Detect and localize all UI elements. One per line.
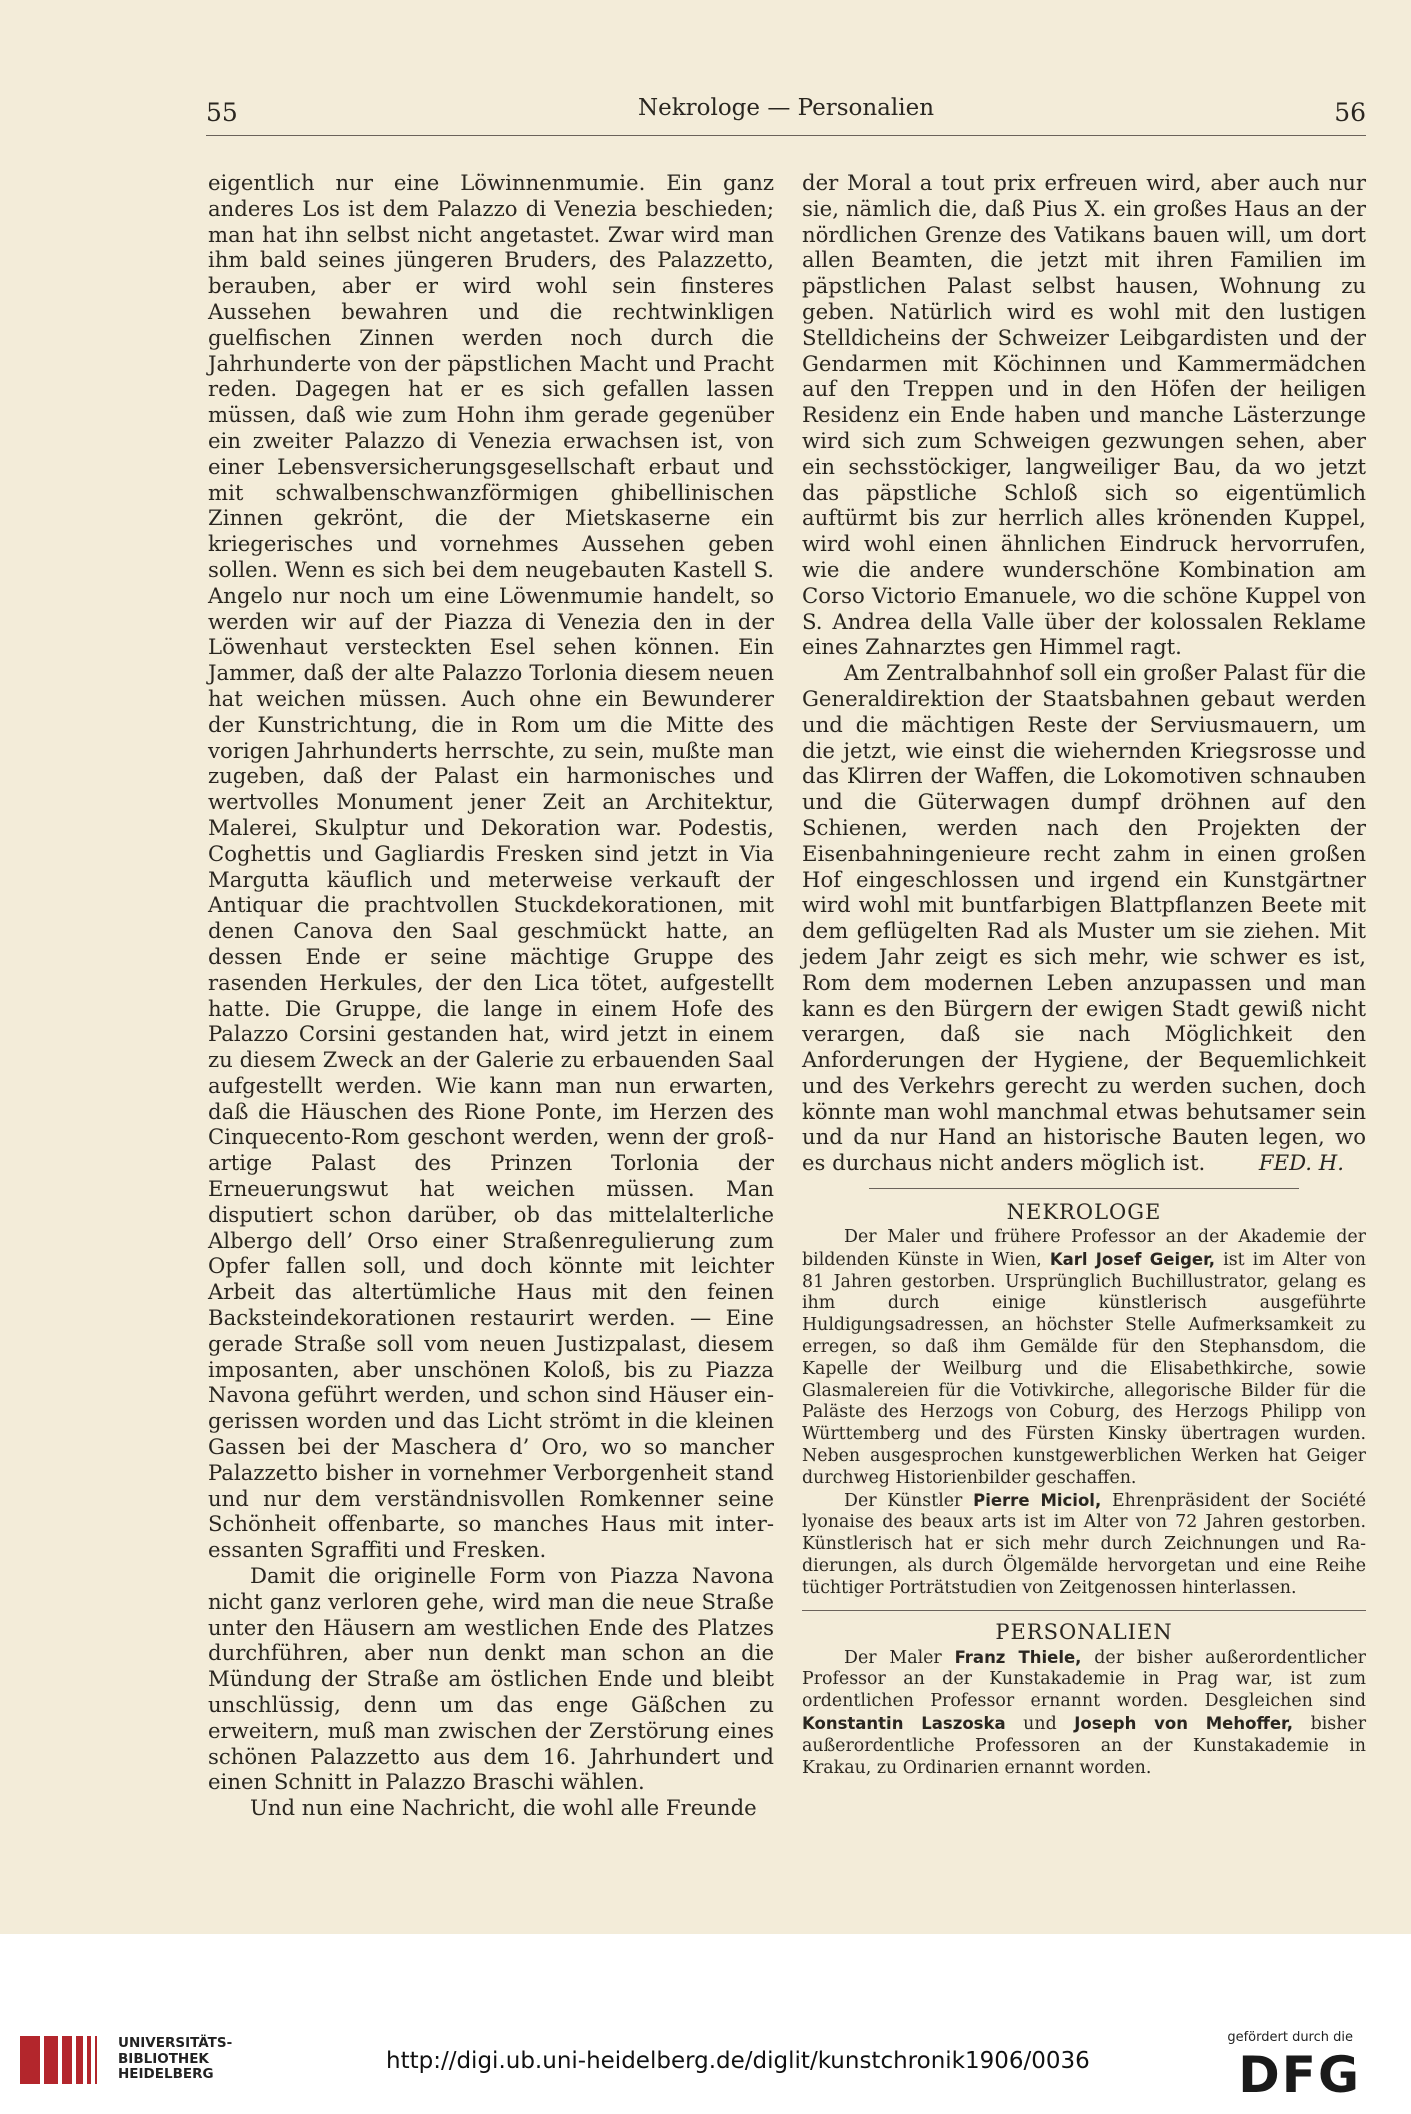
author-signature: FED. H. [1258, 1150, 1344, 1176]
section-heading-nekrologe: NEKROLOGE [1006, 1200, 1162, 1225]
personalien-section [802, 1647, 1366, 1780]
obituary-miciol [802, 1490, 1366, 1600]
person-name: Franz Thiele, [954, 1647, 1082, 1667]
section-divider [802, 1610, 1366, 1611]
person-name: Karl Josef Geiger, [1049, 1249, 1216, 1269]
header-rule [206, 135, 1366, 136]
paragraph: Und nun eine Nachricht, die wohl alle Freunde [250, 1795, 757, 1821]
text-run: der bisher außerordentlicher Professor an der Kunstakademie in Prag war, ist zum ordentlichen Professor ernannt worden. Desgleichen sind [802, 1647, 1366, 1712]
personal-note [802, 1647, 1366, 1780]
paragraph [802, 660, 1366, 1176]
left-column [208, 170, 774, 1821]
source-url-link[interactable]: http://digi.ub.uni-heidelberg.de/diglit/kunstchronik1906/0036 [386, 2048, 1090, 2074]
funder-label: gefördert durch die [1227, 2030, 1353, 2045]
running-head [206, 95, 1366, 138]
university-library-logo-icon [18, 2030, 110, 2090]
paragraph: Damit die originelle Form von Piazza Navona nicht ganz verloren gehe, wird man die neue Straße unter den Häusern am westlichen Ende des Platzes durchführen, aber nun denkt man schon an die Mündung der Straße am östlichen Ende und bleibt unschlüssig, denn um das enge Gäßchen zu erweitern, muß man zwischen der Zerstörung eines schönen Palazzetto aus dem 16. Jahrhundert und einen Schnitt in Palazzo Braschi wählen. [208, 1563, 774, 1795]
library-name-line: HEIDELBERG [118, 2066, 214, 2082]
text-run: ist im Alter von 81 Jahren gestorben. Ursprünglich Buchillustrator, gelang es ihm durch einige künstlerisch ausgeführte Huldigungsadressen, an höchster Stelle Aufmerksamkeit zu erregen, so daß ihm Gemälde für den Stephansdom, die Kapelle der Weilburg und die Elisabethkirche, sowie Glasmalereien für die Votivkirche, allegorische Bilder für die Paläste des Herzogs von Coburg, des Herzogs Philipp von Württemberg und des Fürsten Kinsky übertragen wurden. Neben ausgesprochen kunstgewerblichen Werken hat Geiger durchweg Historienbilder geschaffen. [802, 1249, 1367, 1488]
paragraph: der Moral a tout prix erfreuen wird, aber auch nur sie, nämlich die, daß Pius X. ein großes Haus an der nördlichen Grenze des Vatikans bauen will, um dort allen Beamten, die jetzt mit ihren Familien im päpstlichen Palast selbst hausen, Wohnung zu geben. Natürlich wird es wohl mit den lustigen Stelldicheins der Schweizer Leibgardisten und der Gendarmen mit Köchinnen und Kammermädchen auf den Treppen und in den Höfen der heiligen Residenz ein Ende haben und manche Lästerzunge wird sich zum Schweigen gezwungen sehen, aber ein sechsstöckiger, langweiliger Bau, da wo jetzt das päpstliche Schloß sich so eigentümlich auftürmt bis zur herrlich alles krönenden Kuppel, wird wohl einen ähnlichen Eindruck hervorrufen, wie die andere wunderschöne Kombination am Corso Victorio Emanuele, wo die schöne Kuppel von S. Andrea della Valle über der kolossalen Reklame eines Zahnarztes gen Himmel ragt. [802, 170, 1366, 660]
nekrologe-section [802, 1227, 1366, 1600]
paragraph: eigentlich nur eine Löwinnenmumie. Ein ganz anderes Los ist dem Palazzo di Venezia beschieden; man hat ihn selbst nicht angetastet. Zwar wird man ihm bald seines jüngeren Bruders, des Palazzetto, berauben, aber er wird wohl sein finsteres Aussehen bewahren und die rechtwinkligen guelfischen Zinnen werden noch durch die Jahrhunderte von der päpstlichen Macht und Pracht reden. Dagegen hat er es sich gefallen lassen müssen, daß wie zum Hohn ihm gerade gegenüber ein zweiter Palazzo di Venezia erwachsen ist, von einer Lebensversicherungsgesellschaft erbaut und mit schwalbenschwanzförmigen ghibellinischen Zinnen gekrönt, die der Mietskaserne ein kriegerisches und vornehmes Aussehen geben sollen. Wenn es sich bei dem neugebauten Kastell S. Angelo nur noch um eine Löwenmumie handelt, so werden wir auf der Piazza di Venezia den in der Löwenhaut versteckten Esel sehen können. Ein Jammer, daß der alte Palazzo Torlonia diesem neuen hat weichen müssen. Auch ohne ein Bewunderer der Kunstrichtung, die in Rom um die Mitte des vorigen Jahrhunderts herrschte, zu sein, mußte man zugeben, daß der Palast ein harmonisches und wertvolles Monument jener Zeit an Architektur, Malerei, Skulptur und Dekoration war. Podestis, Coghettis und Gagliardis Fresken sind jetzt in Via Margutta käuflich und meterweise verkauft der Antiquar die prachtvollen Stuckdekorationen, mit denen Canova den Saal geschmückt hatte, an dessen Ende er seine mächtige Gruppe des rasenden Herkules, der den Lica tötet, aufgestellt hatte. Die Gruppe, die lange in einem Hofe des Palazzo Corsini gestanden hat, wird jetzt in einem zu diesem Zweck an der Galerie zu erbauenden Saal aufgestellt werden. Wie kann man nun erwarten, daß die Häuschen des Rione Ponte, im Herzen des Cinquecento-Rom geschont werden, wenn der großartige Palast des Prinzen Torlonia der Erneuerungswut hat weichen müssen. Man disputiert schon darüber, ob das mittelalterliche Albergo dell’ Orso einer Straßenregulierung zum Opfer fallen soll, und doch könnte mit leichter Arbeit das altertümliche Haus mit den feinen Backsteindekorationen restaurirt werden. — Eine gerade Straße soll vom neuen Justizpalast, diesem imposanten, aber unschönen Koloß, bis zu Piazza Navona geführt werden, und schon sind Häuser eingerissen worden und das Licht strömt in die kleinen Gassen bei der Maschera d’ Oro, wo so mancher Palazzetto bisher in vornehmer Verborgenheit stand und nur dem verständnisvollen Romkenner seine Schönheit offenbarte, so manches Haus mit interessanten Sgraffiti und Fresken. [208, 170, 774, 1563]
library-name-line: BIBLIOTHEK [118, 2050, 209, 2067]
dfg-logo: DFG [1238, 2046, 1361, 2104]
text-run: und [1023, 1714, 1057, 1735]
text-run: Der Maler und frühere Professor an der Akademie der bildenden Künste in Wien, [802, 1227, 1366, 1270]
text-run: bisher außerordentliche Professoren an der Kunstakademie in Krakau, zu Ordinarien ernannt worden. [802, 1714, 1367, 1778]
person-name: Konstantin Laszoska [802, 1714, 1006, 1734]
running-title: Nekrologe — Personalien [637, 95, 935, 121]
page-number-right: 56 [1334, 98, 1366, 127]
text-run: Der Künstler [844, 1490, 963, 1511]
text-run: Der Maler [844, 1647, 942, 1668]
library-name [118, 2036, 232, 2083]
obituary-geiger [802, 1227, 1366, 1490]
person-name: Joseph von Mehoffer, [1074, 1714, 1293, 1734]
footer-band [0, 1934, 1411, 2114]
page-number-left: 55 [206, 98, 238, 127]
person-name: Pierre Miciol, [973, 1490, 1102, 1510]
paragraph-text: Am Zentralbahnhof soll ein großer Palast für die Generaldirektion der Staatsbahnen gebaut werden und die mächtigen Reste der Serviusmauern, um die jetzt, wie einst die wiehernden Kriegsrosse und das Klirren der Waffen, die Lokomotiven schnauben und die Güterwagen dumpf dröhnen auf den Schienen, werden nach den Projekten der Eisenbahningenieure recht zahm in einen großen Hof eingeschlossen und irgend ein Kunstgärtner wird wohl mit buntfarbigen Blattpflanzen Beete mit dem geflügelten Rad als Muster um sie ziehen. Mit jedem Jahr zeigt es sich mehr, wie schwer es ist, Rom dem modernen Leben anzupassen und man kann es den Bürgern der ewigen Stadt gewiß nicht verargen, daß sie nach Möglichkeit den Anforderungen der Hygiene, der Bequemlichkeit und des Verkehrs gerecht zu werden suchen, doch könnte man wohl manchmal etwas behutsamer sein und da nur Hand an historische Bauten legen, wo es durchaus nicht anders möglich ist. [802, 660, 1366, 1176]
text-run: Ehrenpräsident der Société lyonaise des beaux arts ist im Alter von 72 Jahren gestorben. Künstlerisch hat er sich mehr durch Zeichnungen und Radierungen, als durch Ölgemälde hervorgetan und eine Reihe tüchtiger Porträtstudien von Zeitgenossen hinterlassen. [802, 1490, 1367, 1598]
section-heading-personalien: PERSONALIEN [995, 1619, 1173, 1644]
library-name-line: UNIVERSITÄTS- [118, 2035, 233, 2051]
section-divider [869, 1188, 1299, 1189]
right-column [802, 170, 1366, 1779]
